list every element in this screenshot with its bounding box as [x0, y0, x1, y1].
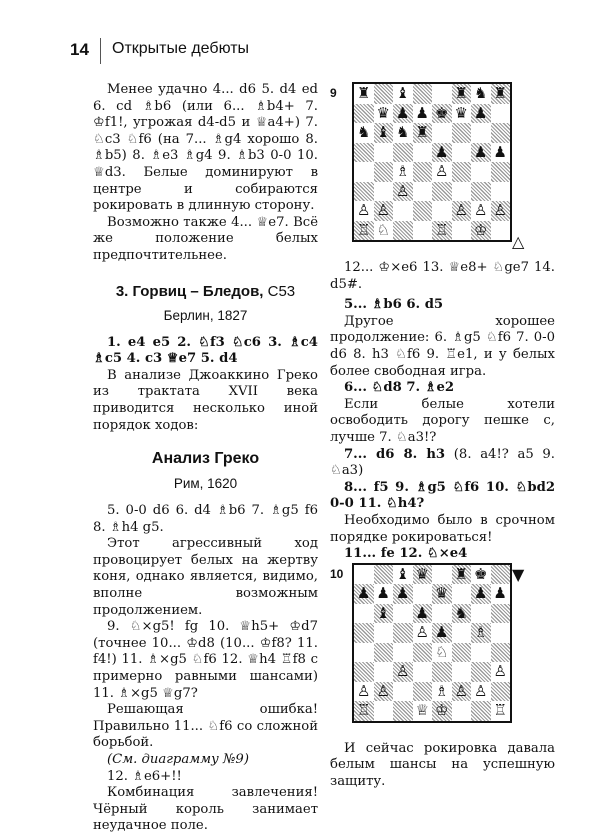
board-square — [471, 104, 491, 124]
chess-piece: ♜ — [454, 84, 468, 103]
board-square — [432, 565, 452, 585]
chess-piece: ♟ — [474, 584, 488, 603]
chess-piece: ♖ — [493, 701, 507, 720]
chess-piece: ♞ — [454, 603, 468, 622]
paragraph: Этот агрессивный ход провоцирует белых на жертву коня, однако является, видимо, вполне возможным продолжением. — [93, 536, 318, 618]
chess-board — [352, 82, 512, 242]
board-square — [413, 221, 433, 241]
chess-piece: ♟ — [396, 103, 410, 122]
paragraph: В анализе Джоаккино Греко из трактата XVII века приводится несколько иной порядок ходов: — [93, 367, 318, 433]
chess-piece: ♟ — [357, 584, 371, 603]
variation: (8. a4!? a5 9. ♘a3) — [330, 446, 555, 479]
board-square — [374, 123, 394, 143]
board-square — [413, 182, 433, 202]
board-square — [374, 623, 394, 643]
paragraph: Решающая ошибка! Правильно 11... ♘f6 со сложной борьбой. — [93, 702, 318, 751]
chess-piece: ♟ — [415, 603, 429, 622]
board-square — [374, 143, 394, 163]
chess-piece: ♜ — [493, 84, 507, 103]
board-square — [354, 643, 374, 663]
board-square — [432, 123, 452, 143]
main-moves: 8... f5 9. ♗g5 ♘f6 10. ♘bd2 0-0 11. ♘h4? — [330, 479, 555, 512]
chess-piece: ♟ — [435, 623, 449, 642]
page-number: 14 — [70, 40, 89, 59]
board-square — [471, 643, 491, 663]
board-square — [471, 623, 491, 643]
board-square — [354, 565, 374, 585]
board-square — [491, 84, 511, 104]
board-square — [374, 701, 394, 721]
board-square — [413, 565, 433, 585]
chess-piece: ♙ — [454, 201, 468, 220]
board-square — [413, 104, 433, 124]
board-square — [413, 143, 433, 163]
board-square — [471, 565, 491, 585]
board-square — [354, 123, 374, 143]
chess-piece: ♕ — [415, 701, 429, 720]
main-moves: 7... d6 8. h3 — [344, 446, 446, 462]
chess-piece: ♘ — [376, 220, 390, 239]
header-divider — [100, 38, 101, 64]
board-square — [432, 643, 452, 663]
board-square — [471, 84, 491, 104]
chess-piece: ♛ — [454, 103, 468, 122]
chess-piece: ♞ — [357, 123, 371, 142]
chess-piece: ♟ — [396, 584, 410, 603]
board-square — [491, 182, 511, 202]
chess-piece: ♙ — [415, 623, 429, 642]
chess-piece: ♙ — [474, 201, 488, 220]
board-square — [491, 162, 511, 182]
chess-board — [352, 563, 512, 723]
paragraph: Менее удачно 4... d6 5. d4 ed 6. cd ♗b6 (или 6... ♗b4+ 7. ♔f1!, угрожая d4-d5 и ♕a4+) 7. ♘c3 ♘f6 (на 7... ♗g4 хорошо 8. ♗b5) 8. ♗e3 ♗g4 9. ♗b3 0-0 10. ♕d3. Белые доминируют в центре и собираются рокировать в длинную сторону. — [93, 82, 318, 214]
board-square — [374, 221, 394, 241]
game-heading — [93, 283, 318, 300]
board-square — [354, 604, 374, 624]
board-square — [471, 604, 491, 624]
board-square — [374, 643, 394, 663]
board-square — [471, 584, 491, 604]
board-square — [491, 565, 511, 585]
chess-piece: ♙ — [435, 162, 449, 181]
paragraph: Возможно также 4... ♕e7. Всё же положение белых предпочтительнее. — [93, 214, 318, 263]
chess-piece: ♘ — [435, 642, 449, 661]
board-square — [393, 143, 413, 163]
board-square — [393, 104, 413, 124]
board-square — [491, 584, 511, 604]
board-square — [452, 623, 472, 643]
board-square — [491, 143, 511, 163]
board-square — [374, 662, 394, 682]
right-column — [330, 82, 555, 790]
chess-piece: ♟ — [435, 142, 449, 161]
chess-piece: ♙ — [357, 681, 371, 700]
analysis-title: Анализ Греко — [151, 450, 260, 468]
eco-code: C53 — [263, 282, 296, 300]
board-square — [452, 682, 472, 702]
moves-line — [330, 447, 555, 480]
chess-piece: ♝ — [376, 603, 390, 622]
board-square — [452, 143, 472, 163]
paragraph: Другое хорошее продолжение: 6. ♗g5 ♘f6 7. 0-0 d6 8. h3 ♘f6 9. ♖e1, и у белых более свободная игра. — [330, 313, 555, 379]
board-square — [432, 104, 452, 124]
board-square — [374, 584, 394, 604]
board-square — [413, 201, 433, 221]
board-square — [374, 201, 394, 221]
chess-piece: ♞ — [474, 84, 488, 103]
chess-piece: ♜ — [415, 123, 429, 142]
board-square — [432, 201, 452, 221]
white-to-move-icon: △ — [512, 232, 525, 251]
paragraph: Комбинация завлечения! Чёрный король занимает неудачное поле. — [93, 785, 318, 834]
board-square — [452, 584, 472, 604]
board-square — [432, 623, 452, 643]
board-square — [393, 584, 413, 604]
board-square — [491, 221, 511, 241]
board-square — [432, 162, 452, 182]
board-square — [432, 604, 452, 624]
chess-piece: ♖ — [357, 701, 371, 720]
board-square — [393, 123, 413, 143]
board-square — [452, 662, 472, 682]
board-square — [393, 221, 413, 241]
chess-piece: ♙ — [357, 201, 371, 220]
main-moves: 5... ♗b6 6. d5 — [344, 297, 444, 313]
board-square — [413, 162, 433, 182]
board-square — [354, 162, 374, 182]
analysis-place: Рим, 1620 — [173, 476, 238, 492]
board-square — [354, 201, 374, 221]
board-square — [452, 162, 472, 182]
chess-piece: ♟ — [474, 103, 488, 122]
chess-piece: ♜ — [357, 84, 371, 103]
board-square — [491, 201, 511, 221]
board-square — [354, 662, 374, 682]
chess-piece: ♖ — [435, 220, 449, 239]
chess-piece: ♖ — [357, 220, 371, 239]
chess-piece: ♙ — [493, 201, 507, 220]
diagram-number: 10 — [330, 566, 344, 581]
analysis-moves: 12. ♗e6+!! — [107, 768, 182, 784]
chess-piece: ♝ — [396, 564, 410, 583]
board-square — [471, 701, 491, 721]
board-square — [452, 182, 472, 202]
board-square — [491, 701, 511, 721]
board-square — [374, 682, 394, 702]
board-square — [432, 143, 452, 163]
board-square — [354, 182, 374, 202]
left-column — [93, 82, 318, 835]
chess-piece: ♔ — [435, 701, 449, 720]
board-square — [432, 662, 452, 682]
board-square — [452, 104, 472, 124]
analysis-moves: 9. ♘×g5! fg 10. ♕h5+ ♔d7 (точнее 10... ♔d8 (10... ♔f8? 11. f4!) 11. ♗×g5 ♘f6 12. ♕h4 ♖f8 с примерно равными шансами) 11. ♗×g5 ♕g7? — [93, 619, 318, 701]
chess-piece: ♔ — [474, 220, 488, 239]
chess-piece: ♙ — [454, 681, 468, 700]
chapter-title: Открытые дебюты — [112, 40, 250, 57]
chess-piece: ♗ — [474, 623, 488, 642]
board-square — [374, 565, 394, 585]
analysis-moves: 5. 0-0 d6 6. d4 ♗b6 7. ♗g5 f6 8. ♗h4 g5. — [93, 503, 318, 535]
board-square — [432, 182, 452, 202]
game-place: Берлин, 1827 — [163, 307, 248, 323]
main-moves: 11... fe 12. ♘×e4 — [344, 546, 468, 562]
diagram-number: 9 — [330, 86, 337, 100]
main-moves: 6... ♘d8 7. ♗e2 — [344, 380, 455, 396]
board-square — [471, 123, 491, 143]
chess-piece: ♝ — [396, 84, 410, 103]
board-square — [471, 162, 491, 182]
board-square — [393, 662, 413, 682]
board-square — [393, 182, 413, 202]
board-square — [471, 662, 491, 682]
board-square — [432, 221, 452, 241]
chess-piece: ♚ — [474, 564, 488, 583]
board-square — [432, 701, 452, 721]
board-square — [452, 201, 472, 221]
chess-diagram-9 — [330, 82, 530, 252]
board-square — [374, 104, 394, 124]
board-square — [452, 123, 472, 143]
chess-piece: ♟ — [493, 584, 507, 603]
chess-piece: ♝ — [376, 123, 390, 142]
board-square — [413, 584, 433, 604]
board-square — [374, 182, 394, 202]
board-square — [393, 201, 413, 221]
diagram-reference: (См. диаграмму №9) — [107, 752, 249, 767]
chess-piece: ♗ — [435, 681, 449, 700]
black-to-move-icon: ▼ — [512, 564, 525, 584]
board-square — [491, 643, 511, 663]
chess-piece: ♗ — [396, 162, 410, 181]
board-square — [452, 84, 472, 104]
chess-diagram-10 — [330, 563, 530, 733]
board-square — [393, 84, 413, 104]
chess-piece: ♙ — [376, 201, 390, 220]
board-square — [354, 143, 374, 163]
board-square — [432, 584, 452, 604]
board-square — [413, 623, 433, 643]
board-square — [491, 682, 511, 702]
chess-piece: ♛ — [376, 103, 390, 122]
page-header — [70, 38, 550, 66]
chess-piece: ♛ — [415, 564, 429, 583]
chess-piece: ♙ — [396, 181, 410, 200]
paragraph: И сейчас рокировка давала белым шансы на успешную защиту. — [330, 740, 555, 789]
board-square — [471, 182, 491, 202]
chess-piece: ♙ — [474, 681, 488, 700]
chess-piece: ♙ — [376, 681, 390, 700]
board-square — [471, 221, 491, 241]
board-square — [413, 662, 433, 682]
chess-piece: ♛ — [435, 584, 449, 603]
board-square — [413, 643, 433, 663]
board-square — [432, 682, 452, 702]
board-square — [471, 201, 491, 221]
chess-piece: ♙ — [396, 662, 410, 681]
board-square — [491, 123, 511, 143]
board-square — [393, 162, 413, 182]
chess-piece: ♙ — [493, 662, 507, 681]
board-square — [413, 604, 433, 624]
board-square — [413, 682, 433, 702]
board-square — [452, 565, 472, 585]
board-square — [471, 143, 491, 163]
board-square — [354, 84, 374, 104]
board-square — [452, 604, 472, 624]
board-square — [393, 565, 413, 585]
board-square — [413, 701, 433, 721]
chess-piece: ♟ — [415, 103, 429, 122]
board-square — [452, 643, 472, 663]
board-square — [491, 604, 511, 624]
chess-piece: ♟ — [376, 584, 390, 603]
analysis-moves: 12... ♔×e6 13. ♕e8+ ♘ge7 14. d5#. — [330, 260, 555, 292]
board-square — [413, 123, 433, 143]
board-square — [393, 682, 413, 702]
chess-piece: ♞ — [396, 123, 410, 142]
board-square — [393, 604, 413, 624]
chess-piece: ♟ — [474, 142, 488, 161]
chess-piece: ♜ — [454, 564, 468, 583]
board-square — [432, 84, 452, 104]
board-square — [491, 623, 511, 643]
board-square — [452, 221, 472, 241]
board-square — [374, 162, 394, 182]
board-square — [374, 84, 394, 104]
board-square — [393, 623, 413, 643]
board-square — [354, 682, 374, 702]
board-square — [354, 701, 374, 721]
paragraph: Если белые хотели освободить дорогу пешке c, лучше 7. ♘a3!? — [330, 396, 555, 445]
chess-piece: ♚ — [435, 103, 449, 122]
board-square — [393, 701, 413, 721]
board-square — [393, 643, 413, 663]
board-square — [354, 104, 374, 124]
chess-piece: ♟ — [493, 142, 507, 161]
game-title: 3. Горвиц – Бледов, — [115, 282, 264, 300]
board-square — [374, 604, 394, 624]
board-square — [471, 682, 491, 702]
board-square — [354, 221, 374, 241]
board-square — [491, 662, 511, 682]
board-square — [491, 104, 511, 124]
board-square — [452, 701, 472, 721]
board-square — [354, 623, 374, 643]
paragraph: Необходимо было в срочном порядке рокироваться! — [330, 512, 555, 545]
board-square — [354, 584, 374, 604]
board-square — [413, 84, 433, 104]
main-moves: 1. e4 e5 2. ♘f3 ♘c6 3. ♗c4 ♗c5 4. c3 ♕e7 5. d4 — [93, 334, 318, 367]
